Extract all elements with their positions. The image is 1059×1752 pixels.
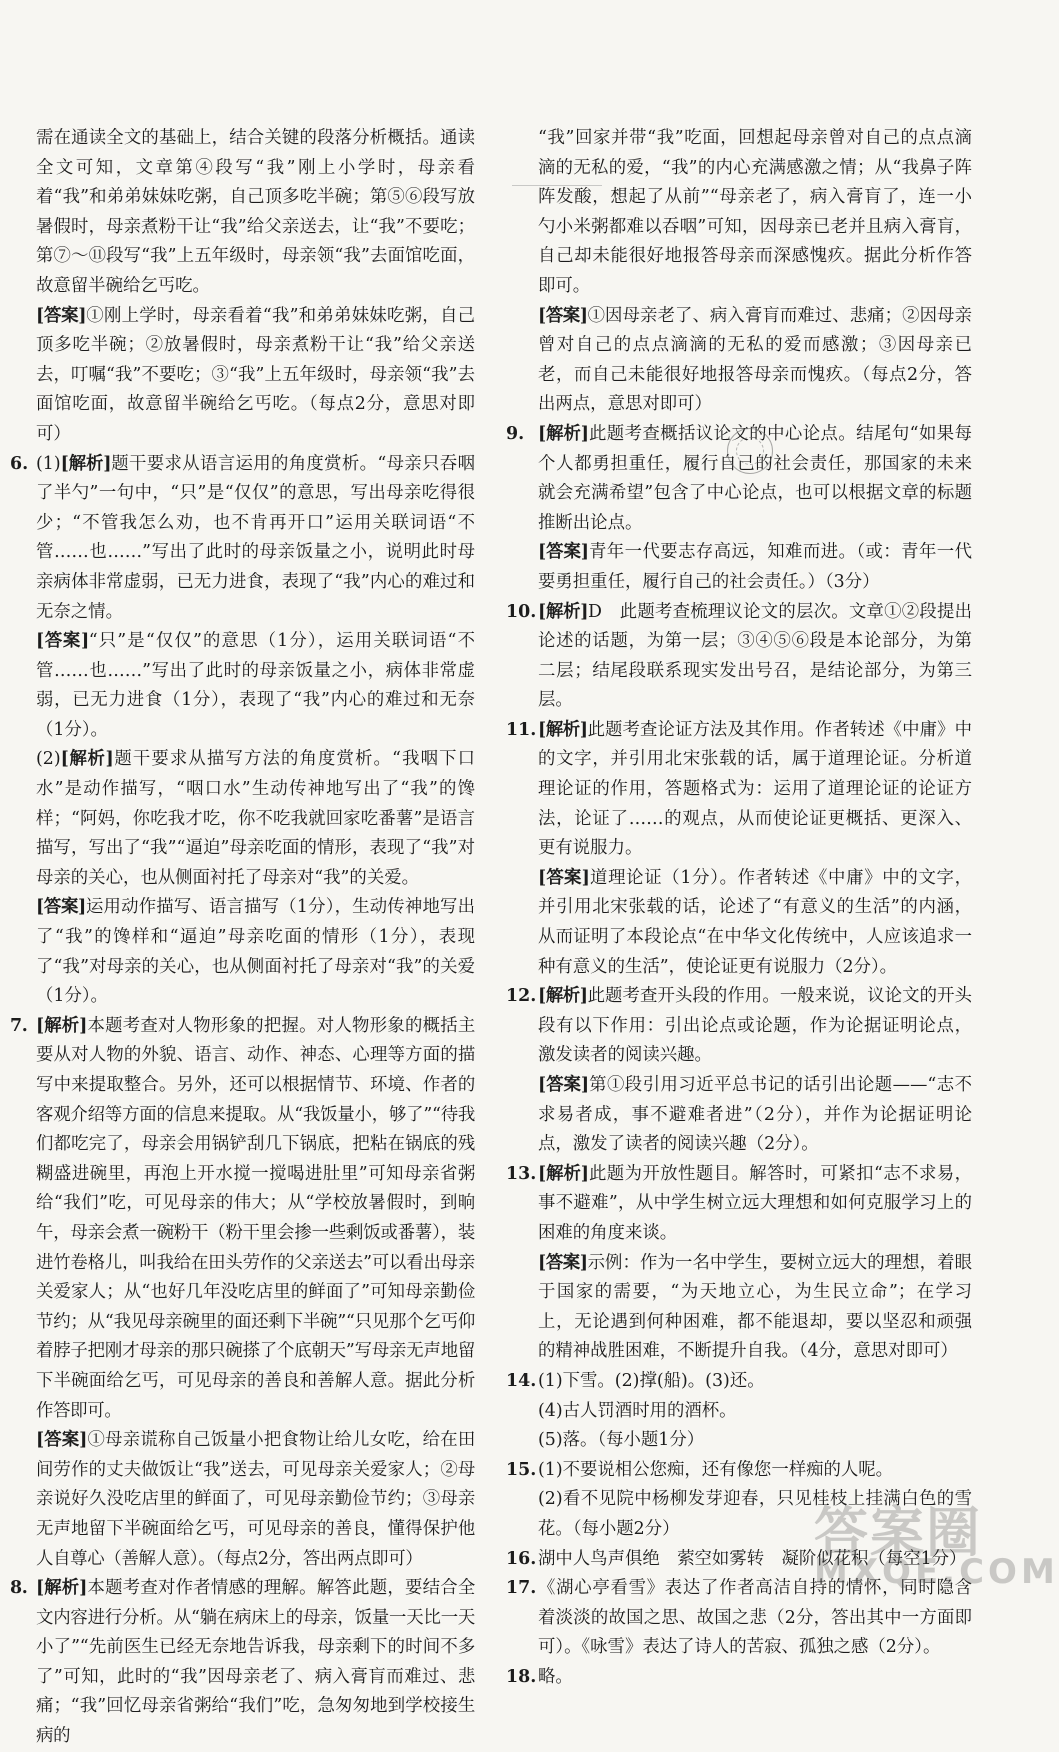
q9-answer: [答案]青年一代要志存高远，知难而进。（或：青年一代要勇担重任，履行自己的社会责任。）（3分） xyxy=(538,542,972,592)
q5-analysis-continued: 需在通读全文的基础上，结合关键的段落分析概括。通读全文可知，文章第④段写“我”刚上小学时，母亲看着“我”和弟弟妹妹吃粥，自己顶多吃半碗；第⑤⑥段写放暑假时，母亲煮粉干让“我”给父亲送去，让“我”不要吃；第⑦～⑪段写“我”上五年级时，母亲领“我”去面馆吃面，故意留半碗给乞丐吃。 xyxy=(36,128,475,296)
q11-analysis: 11. [解析]此题考查论证方法及其作用。作者转述《中庸》中的文字，并引用北宋张载的话，属于道理论证。分析道理论证的作用，答题格式为：运用了道理论证的论证方法，论证了……的观点，从而使论证更概括、更深入、更有说服力。 xyxy=(512,716,972,864)
question-number: 15. xyxy=(506,1459,537,1480)
answer-tag: [答案] xyxy=(538,1252,588,1273)
q14-line2: (4)古人罚酒时用的酒杯。 xyxy=(538,1400,737,1421)
answer-tag: [答案] xyxy=(36,305,87,326)
q17-answer: 17. 《湖心亭看雪》表达了作者高洁自持的情怀，同时隐含着淡淡的故国之思、故国之悲（2分，答出其中一方面即可）。《咏雪》表达了诗人的苦寂、孤独之感（2分）。 xyxy=(512,1574,972,1663)
answer-tag: [答案] xyxy=(36,897,86,918)
q8-answer: [答案]①因母亲老了、病入膏肓而难过、悲痛；②因母亲曾对自己的点点滴滴的无私的爱而感激；③因母亲已老，而自己未能很好地报答母亲而愧疚。（每点2分，答出两点，意思对即可） xyxy=(538,305,972,415)
answer-tag: [答案] xyxy=(538,305,588,326)
question-number: 11. xyxy=(506,719,537,740)
analysis-tag: [解析] xyxy=(538,719,588,740)
q6-part1-answer: [答案]“只”是“仅仅”的意思（1分），运用关联词语“不管……也……”写出了此时的母亲饭量之小，病体非常虚弱，已无力进食（1分），表现了“我”内心的难过和无奈（1分）。 xyxy=(36,631,475,740)
question-number: 16. xyxy=(506,1548,537,1569)
question-number: 8. xyxy=(10,1578,28,1599)
q14-line1: 14. (1)下雪。(2)撑(船)。(3)还。 xyxy=(512,1367,972,1397)
question-number: 18. xyxy=(506,1666,537,1687)
answer-tag: [答案] xyxy=(538,542,589,563)
question-number: 6. xyxy=(10,453,29,474)
question-number: 7. xyxy=(10,1015,28,1036)
faint-seal-stamp xyxy=(727,428,773,474)
analysis-tag: [解析] xyxy=(36,1578,87,1599)
answer-tag: [答案] xyxy=(538,1075,589,1095)
analysis-tag: [解析] xyxy=(538,423,589,444)
analysis-tag: [解析] xyxy=(36,1015,87,1036)
analysis-tag: [解析] xyxy=(538,601,588,622)
analysis-tag: [解析] xyxy=(538,1163,589,1184)
q13-analysis: 13. [解析]此题为开放性题目。解答时，可紧扣“志不求易，事不避难”，从中学生树立远大理想和如何克服学习上的困难的角度来谈。 xyxy=(512,1160,972,1249)
question-number: 17. xyxy=(506,1578,537,1599)
question-number: 9. xyxy=(506,423,525,444)
q15-line2: (2)看不见院中杨柳发芽迎春，只见桂枝上挂满白色的雪花。（每小题2分） xyxy=(538,1489,972,1539)
q14-line3: (5)落。（每小题1分） xyxy=(538,1430,705,1451)
q6-part1-analysis: 6. (1)[解析]题干要求从语言运用的角度赏析。“母亲只吞咽了半勺”一句中，“只”是“仅仅”的意思，写出母亲吃得很少；“不管我怎么劝，也不肯再开口”运用关联词语“不管……也……”写出了此时的母亲饭量之小，说明此时母亲病体非常虚弱，已无力进食，表现了“我”内心的难过和无奈之情。 xyxy=(10,450,475,628)
watermark-logo-text: 答案圈 xyxy=(814,1501,982,1564)
q7-analysis: 7. [解析]本题考查对人物形象的把握。对人物形象的概括主要从对人物的外貌、语言、动作、神态、心理等方面的描写中来提取整合。另外，还可以根据情节、环境、作者的客观介绍等方面的信息来提取。从“我饭量小，够了”“待我们都吃完了，母亲会用锅铲刮几下锅底，把粘在锅底的残糊盛进碗里，再泡上开水搅一搅喝进肚里”可知母亲省粥给“我们”吃，可见母亲的伟大；从“学校放暑假时，到晌午，母亲会煮一碗粉干（粉干里会掺一些剩饭或番薯），装进竹卷格儿，叫我给在田头劳作的父亲送去”可以看出母亲关爱家人；从“也好几年没吃店里的鲜面了”可知母亲勤俭节约；从“我见母亲碗里的面还剩下半碗”“只见那个乞丐仰着脖子把刚才母亲的那只碗搽了个底朝天”写母亲无声地留下半碗面给乞丐，可见母亲的善良和善解人意。据此分析作答即可。 xyxy=(10,1012,475,1426)
analysis-tag: [解析] xyxy=(538,986,588,1007)
q5-answer: [答案]①刚上学时，母亲看着“我”和弟弟妹妹吃粥，自己顶多吃半碗；②放暑假时，母亲煮粉干让“我”给父亲送去，叮嘱“我”不要吃；③“我”上五年级时，母亲领“我”去面馆吃面，故意留半碗给乞丐吃。（每点2分，意思对即可） xyxy=(36,305,475,444)
q9-analysis: 9. [解析]此题考查概括议论文的中心论点。结尾句“如果每个人都勇担重任，履行自己的社会责任，那国家的未来就会充满希望”包含了中心论点，也可以根据文章的标题推断出论点。 xyxy=(512,420,972,538)
watermark-domain: MXQE.COM xyxy=(814,1552,1059,1592)
analysis-tag: [解析] xyxy=(60,749,114,770)
q18-answer: 18. 略。 xyxy=(512,1663,972,1693)
question-number: 10. xyxy=(506,601,537,622)
question-number: 12. xyxy=(506,986,537,1007)
q8-analysis: 8. [解析]本题考查对作者情感的理解。解答此题，要结合全文内容进行分析。从“躺在病床上的母亲，饭量一天比一天小了”“先前医生已经无奈地告诉我，母亲剩下的时间不多了”可知，此时的“我”因母亲老了、病入膏肓而难过、悲痛；“我”回忆母亲省粥给“我们”吃，急匆匆地到学校接生病的 xyxy=(10,1574,475,1752)
q6-part2-analysis: (2)[解析]题干要求从描写方法的角度赏析。“我咽下口水”是动作描写，“咽口水”生动传神地写出了“我”的馋样；“阿妈，你吃我才吃，你不吃我就回家吃番薯”是语言描写，写出了“我”“逼迫”母亲吃面的情形，表现了“我”对母亲的关心，也从侧面衬托了母亲对“我”的关爱。 xyxy=(36,749,475,888)
question-number: 13. xyxy=(506,1163,537,1184)
question-number: 14. xyxy=(506,1370,537,1391)
q13-answer: [答案]示例：作为一名中学生，要树立远大的理想，着眼于国家的需要，“为天地立心，为生民立命”；在学习上，无论遇到何种困难，都不能退却，要以坚忍和顽强的精神战胜困难，不断提升自我。（4分，意思对即可） xyxy=(538,1252,972,1362)
site-watermark-logo xyxy=(800,1490,1059,1598)
right-column xyxy=(506,124,972,1692)
left-column xyxy=(10,124,475,1752)
q15-line1: 15. (1)不要说相公您痴，还有像您一样痴的人呢。 xyxy=(512,1456,972,1486)
q7-answer: [答案]①母亲谎称自己饭量小把食物让给儿女吃，给在田间劳作的丈夫做饭让“我”送去，可见母亲关爱家人；②母亲说好久没吃店里的鲜面了，可见母亲勤俭节约；③母亲无声地留下半碗面给乞丐，可见母亲的善良，懂得保护他人自尊心（善解人意）。（每点2分，答出两点即可） xyxy=(36,1430,475,1569)
q12-analysis: 12. [解析]此题考查开头段的作用。一般来说，议论文的开头段有以下作用：引出论点或论题，作为论据证明论点，激发读者的阅读兴趣。 xyxy=(512,982,972,1071)
q12-answer: [答案]第①段引用习近平总书记的话引出论题——“志不求易者成，事不避难者进”（2分），并作为论据证明论点，激发了读者的阅读兴趣（2分）。 xyxy=(538,1075,972,1155)
q11-answer: [答案]道理论证（1分）。作者转述《中庸》中的文字，并引用北宋张载的话，论述了“有意义的生活”的内涵，从而证明了本段论点“在中华文化传统中，人应该追求一种有意义的生活”，使论证更有说服力（2分）。 xyxy=(538,867,972,977)
analysis-tag: [解析] xyxy=(60,453,111,474)
q16-answer: 16. 湖中人鸟声俱绝 萦空如雾转 凝阶似花积（每空1分） xyxy=(512,1545,972,1575)
q8-analysis-continued: “我”回家并带“我”吃面，回想起母亲曾对自己的点点滴滴的无私的爱，“我”的内心充满感激之情；从“我鼻子阵阵发酸，想起了从前”“母亲老了，病入膏肓了，连一小勺小米粥都难以吞咽”可知，因母亲已老并且病入膏肓，自己却未能很好地报答母亲而深感愧疚。据此分析作答即可。 xyxy=(538,128,972,296)
answer-tag: [答案] xyxy=(36,631,89,652)
q6-part2-answer: [答案]运用动作描写、语言描写（1分），生动传神地写出了“我”的馋样和“逼迫”母亲吃面的情形（1分），表现了“我”对母亲的关心，也从侧面衬托了母亲对“我”的关爱（1分）。 xyxy=(36,897,475,1007)
q10-analysis: 10. [解析]D 此题考查梳理议论文的层次。文章①②段提出论述的话题，为第一层；③④⑤⑥段是本论部分，为第二层；结尾段联系现实发出号召，是结论部分，为第三层。 xyxy=(512,598,972,716)
answer-tag: [答案] xyxy=(538,867,590,888)
answer-tag: [答案] xyxy=(36,1430,87,1451)
